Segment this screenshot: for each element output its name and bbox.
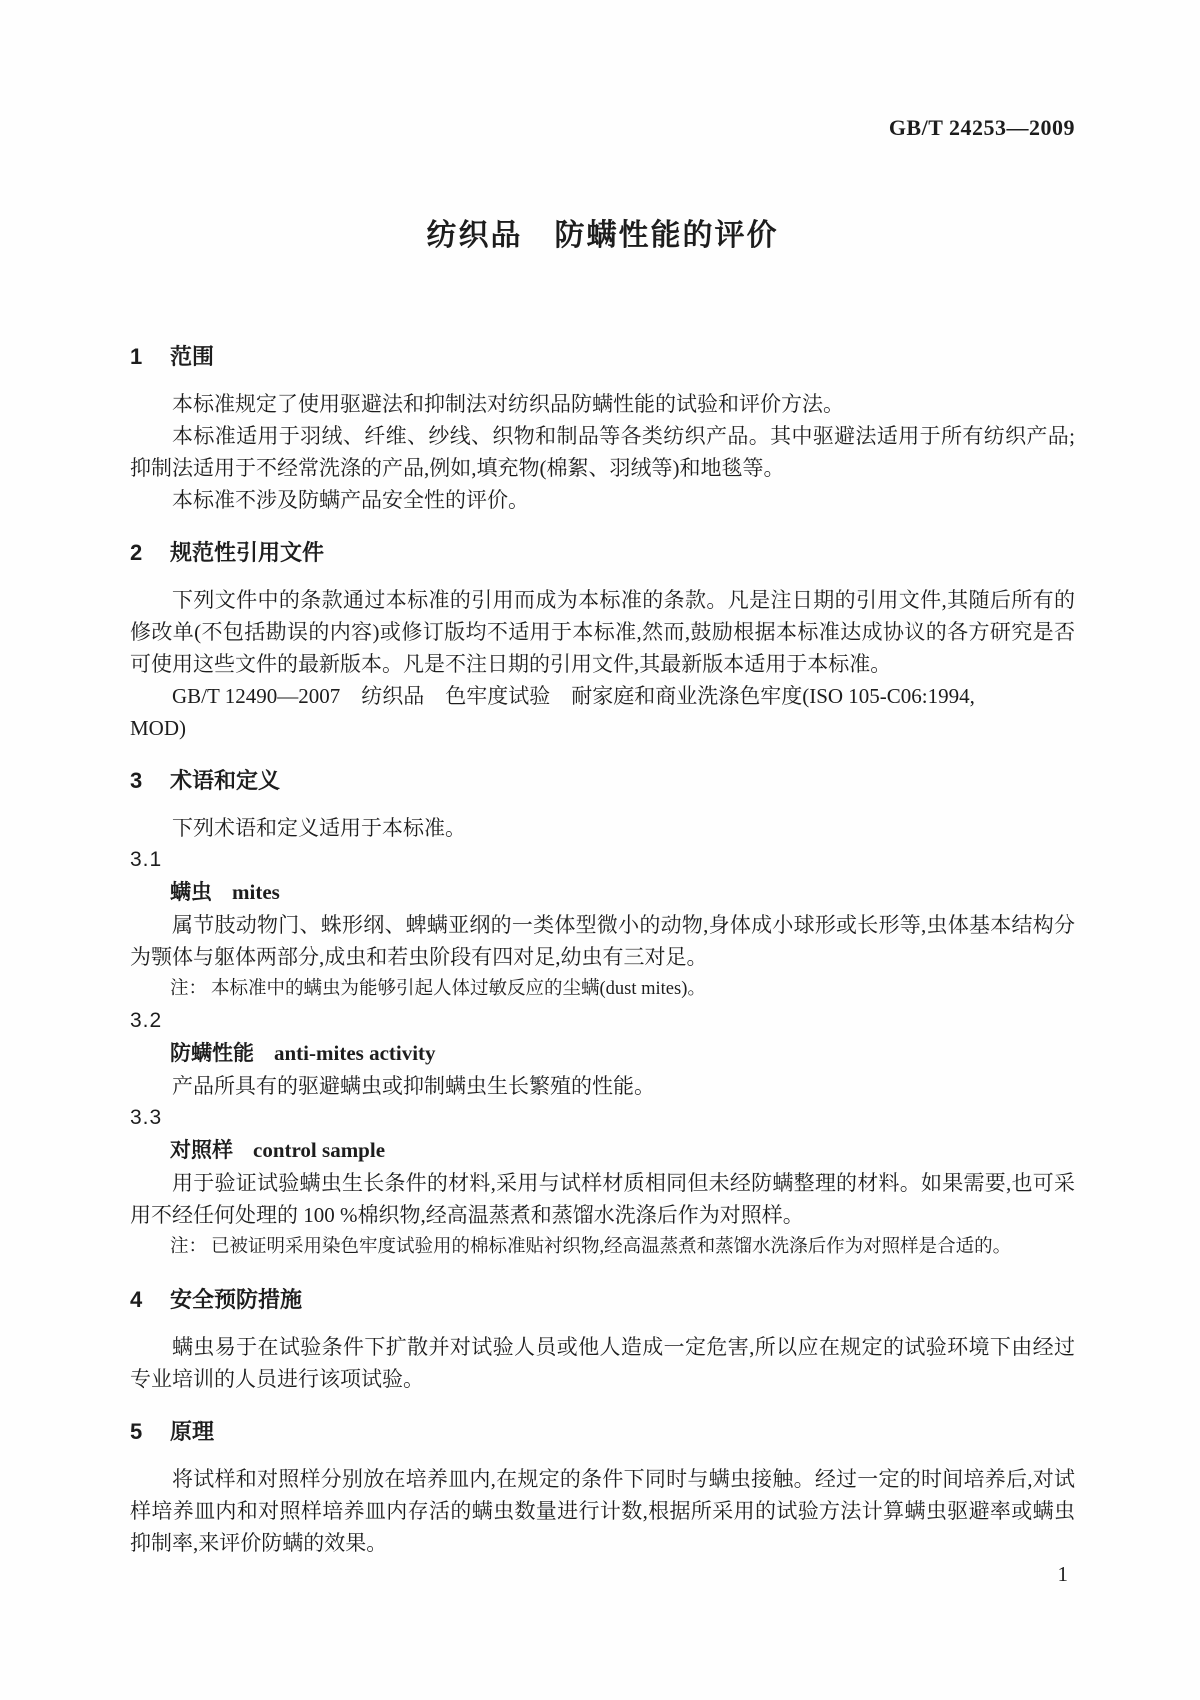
term-chinese: 防螨性能 xyxy=(170,1042,254,1065)
paragraph: 属节肢动物门、蛛形纲、蜱螨亚纲的一类体型微小的动物,身体成小球形或长形等,虫体基本结构分为颚体与躯体两部分,成虫和若虫阶段有四对足,幼虫有三对足。 xyxy=(130,913,1075,969)
paragraph: GB/T 12490—2007 纺织品 色牢度试验 耐家庭和商业洗涤色牢度(ISO 105-C06:1994, xyxy=(172,684,975,708)
section-title: 术语和定义 xyxy=(170,768,281,793)
paragraph: 螨虫易于在试验条件下扩散并对试验人员或他人造成一定危害,所以应在规定的试验环境下由经过专业培训的人员进行该项试验。 xyxy=(130,1335,1075,1391)
note-label: 注： xyxy=(170,979,208,999)
section-heading xyxy=(130,1287,1075,1313)
section-number: 4 xyxy=(130,1287,143,1312)
term-chinese: 对照样 xyxy=(170,1139,233,1162)
section-number: 2 xyxy=(130,540,143,565)
term-english: anti-mites activity xyxy=(274,1041,436,1065)
page-title: 纺织品 防螨性能的评价 xyxy=(426,219,779,252)
note-label: 注： xyxy=(170,1237,208,1257)
section-title: 范围 xyxy=(170,344,215,369)
document-body xyxy=(130,344,1075,1559)
section-number: 5 xyxy=(130,1419,143,1444)
term-english: mites xyxy=(232,880,280,904)
note-text: 本标准中的螨虫为能够引起人体过敏反应的尘螨(dust mites)。 xyxy=(211,979,706,999)
section-heading xyxy=(130,344,1075,370)
term-english: control sample xyxy=(253,1138,386,1162)
paragraph: 用于验证试验螨虫生长条件的材料,采用与试样材质相同但未经防螨整理的材料。如果需要,也可采用不经任何处理的 100 %棉织物,经高温蒸煮和蒸馏水洗涤后作为对照样。 xyxy=(130,1171,1075,1227)
paragraph: 下列文件中的条款通过本标准的引用而成为本标准的条款。凡是注日期的引用文件,其随后所有的修改单(不包括勘误的内容)或修订版均不适用于本标准,然而,鼓励根据本标准达成协议的各方研究是否可使用这些文件的最新版本。凡是不注日期的引用文件,其最新版本适用于本标准。 xyxy=(130,588,1075,676)
section-heading xyxy=(130,540,1075,566)
term-line xyxy=(130,1037,1075,1070)
section-title: 原理 xyxy=(170,1419,215,1444)
note xyxy=(130,1231,1075,1263)
section-heading xyxy=(130,1419,1075,1445)
term-line xyxy=(130,876,1075,909)
continuation-line: MOD) xyxy=(130,716,186,740)
note-text: 已被证明采用染色牢度试验用的棉标准贴衬织物,经高温蒸煮和蒸馏水洗涤后作为对照样是合适的。 xyxy=(211,1237,1012,1257)
paragraph: 本标准不涉及防螨产品安全性的评价。 xyxy=(172,488,529,512)
paragraph: 产品所具有的驱避螨虫或抑制螨虫生长繁殖的性能。 xyxy=(172,1074,655,1098)
paragraph: 本标准适用于羽绒、纤维、纱线、织物和制品等各类纺织产品。其中驱避法适用于所有纺织产品;抑制法适用于不经常洗涤的产品,例如,填充物(棉絮、羽绒等)和地毯等。 xyxy=(130,424,1075,480)
section-title: 规范性引用文件 xyxy=(170,540,325,565)
paragraph: 将试样和对照样分别放在培养皿内,在规定的条件下同时与螨虫接触。经过一定的时间培养后,对试样培养皿内和对照样培养皿内存活的螨虫数量进行计数,根据所采用的试验方法计算螨虫驱避率或螨虫抑制率,来评价防螨的效果。 xyxy=(130,1467,1075,1555)
term-chinese: 螨虫 xyxy=(170,881,212,904)
clause-number: 3.1 xyxy=(130,848,163,871)
section-heading xyxy=(130,768,1075,794)
clause-number: 3.2 xyxy=(130,1009,163,1032)
clause-number: 3.3 xyxy=(130,1106,163,1129)
standard-number: GB/T 24253—2009 xyxy=(888,115,1075,140)
section-title: 安全预防措施 xyxy=(170,1287,303,1312)
section-number: 1 xyxy=(130,344,143,369)
page-number: 1 xyxy=(1057,1562,1068,1586)
term-line xyxy=(130,1134,1075,1167)
paragraph: 下列术语和定义适用于本标准。 xyxy=(172,816,466,840)
paragraph: 本标准规定了使用驱避法和抑制法对纺织品防螨性能的试验和评价方法。 xyxy=(172,392,844,416)
section-number: 3 xyxy=(130,768,143,793)
note xyxy=(130,973,1075,1005)
document-content xyxy=(130,0,1075,1559)
